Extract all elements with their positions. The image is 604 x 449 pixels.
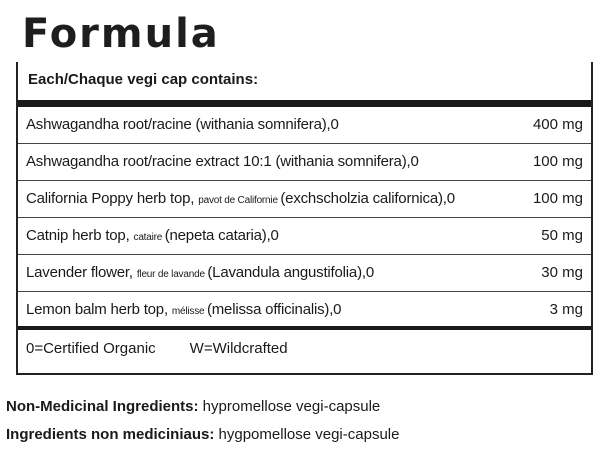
thick-divider (18, 100, 591, 107)
non-medicinal-en-label: Non-Medicinal Ingredients: (6, 398, 199, 415)
legend-organic: 0=Certified Organic (26, 340, 156, 357)
ingredient-name: Ashwagandha root/racine (withania somnifera),0 (26, 116, 339, 133)
ingredient-list (18, 107, 591, 330)
non-medicinal-en (6, 396, 380, 418)
non-medicinal-fr-label: Ingredients non mediciniaus: (6, 426, 215, 443)
ingredient-dose: 30 mg (541, 264, 583, 281)
ingredient-name: Catnip herb top, cataire (nepeta cataria),0 (26, 227, 279, 244)
ingredient-row (18, 255, 591, 292)
ingredient-dose: 400 mg (532, 116, 583, 133)
non-medicinal-en-value: hypromellose vegi-capsule (198, 398, 381, 415)
legend (26, 337, 288, 361)
ingredient-name: California Poppy herb top, pavot de Californie (exchscholzia californica),0 (26, 190, 455, 207)
ingredients-panel (16, 62, 593, 375)
ingredient-name: Lavender flower, fleur de lavande (Lavandula angustifolia),0 (26, 264, 374, 281)
ingredient-dose: 50 mg (541, 227, 583, 244)
ingredient-row (18, 181, 591, 218)
formula-title: Formula (22, 11, 220, 57)
non-medicinal-fr-value: hygpomellose vegi-capsule (214, 426, 400, 443)
ingredient-row (18, 107, 591, 144)
non-medicinal-fr (6, 424, 399, 446)
ingredient-row (18, 144, 591, 181)
ingredient-row (18, 218, 591, 255)
ingredient-row (18, 292, 591, 330)
ingredient-name: Ashwagandha root/racine extract 10:1 (withania somnifera),0 (26, 153, 419, 170)
ingredient-name: Lemon balm herb top, mélisse (melissa officinalis),0 (26, 301, 342, 318)
ingredient-dose: 100 mg (532, 153, 583, 170)
legend-wildcrafted: W=Wildcrafted (189, 340, 288, 357)
ingredient-dose: 3 mg (549, 301, 583, 318)
ingredient-dose: 100 mg (532, 190, 583, 207)
panel-heading: Each/Chaque vegi cap contains: (28, 71, 259, 88)
